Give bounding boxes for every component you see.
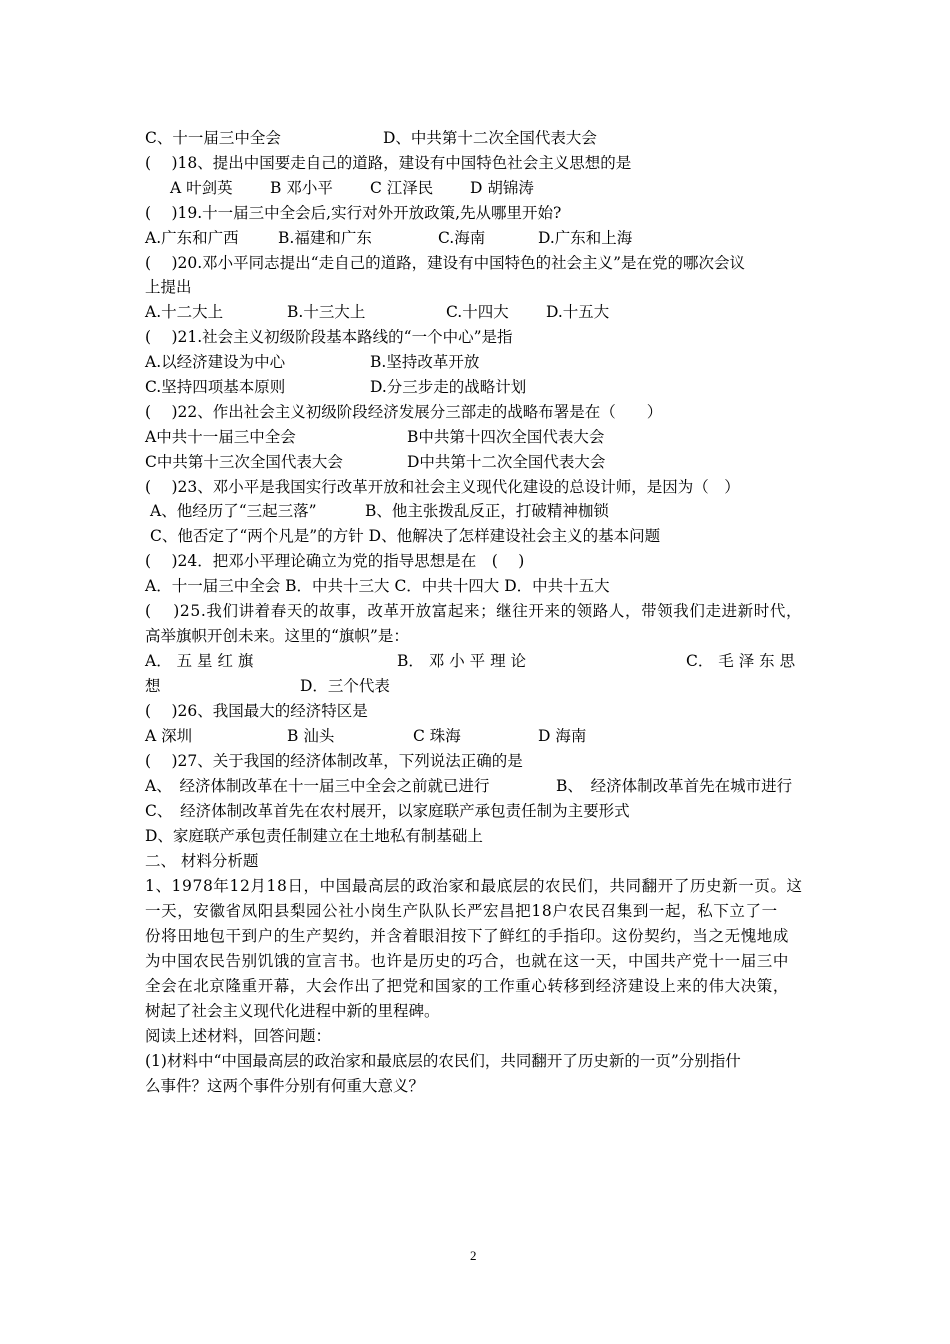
text-line-2: ( )18、提出中国要走自己的道路，建设有中国特色社会主义思想的是 — [145, 154, 632, 172]
text-line-23-part-1: 想 — [145, 677, 161, 695]
text-line-3-part-3: C 江泽民 — [370, 179, 434, 197]
text-line-3-part-2: B 邓小平 — [270, 179, 333, 197]
text-line-5-part-4: D.广东和上海 — [538, 229, 633, 247]
text-line-8-part-4: D.十五大 — [546, 303, 610, 321]
text-line-22-part-3: C． 毛 泽 东 思 — [686, 652, 796, 670]
text-line-35: 全会在北京隆重开幕，大会作出了把党和国家的工作重心转移到经济建设上来的伟大决策， — [145, 977, 790, 995]
text-line-10-part-1: A.以经济建设为中心 — [145, 353, 286, 371]
text-line-14-part-1: C中共第十三次全国代表大会 — [145, 453, 343, 471]
text-line-24: ( )26、我国最大的经济特区是 — [145, 702, 368, 720]
text-line-18: ( )24．把邓小平理论确立为党的指导思想是在 ( ) — [145, 552, 525, 570]
text-line-31: 1、1978年12月18日，中国最高层的政治家和最底层的农民们，共同翻开了历史新一页。这 — [145, 877, 803, 895]
text-line-32: 一天，安徽省凤阳县梨园公社小岗生产队队长严宏昌把18户农民召集到一起，私下立了一 — [145, 902, 778, 920]
text-line-1-part-1: C、十一届三中全会 — [145, 129, 281, 147]
text-line-9: ( )21.社会主义初级阶段基本路线的“一个中心”是指 — [145, 328, 513, 346]
text-line-3-part-1: A 叶剑英 — [170, 179, 233, 197]
text-line-8-part-2: B.十三大上 — [287, 303, 366, 321]
text-line-25-part-3: C 珠海 — [413, 727, 461, 745]
text-line-7: 上提出 — [145, 278, 192, 296]
text-line-19: A．十一届三中全会 B．中共十三大 C．中共十四大 D．中共十五大 — [145, 577, 610, 595]
text-line-37: 阅读上述材料，回答问题： — [145, 1027, 332, 1045]
text-line-16-part-1: A、他经历了“三起三落” — [150, 502, 317, 520]
text-line-8-part-3: C.十四大 — [446, 303, 509, 321]
text-line-20: ( )25.我们讲着春天的故事，改革开放富起来；继往开来的领路人，带领我们走进新时代， — [145, 602, 803, 620]
text-line-14-part-2: D中共第十二次全国代表大会 — [407, 453, 606, 471]
text-line-22-part-2: B． 邓 小 平 理 论 — [397, 652, 527, 670]
text-line-25-part-2: B 汕头 — [287, 727, 335, 745]
text-line-10-part-2: B.坚持改革开放 — [370, 353, 480, 371]
text-line-3-part-4: D 胡锦涛 — [470, 179, 534, 197]
text-line-34: 为中国农民告别饥饿的宣言书。也许是历史的巧合，也就在这一天，中国共产党十一届三中 — [145, 952, 790, 970]
text-line-36: 树起了社会主义现代化进程中新的里程碑。 — [145, 1002, 440, 1020]
text-line-1-part-2: D、中共第十二次全国代表大会 — [383, 129, 597, 147]
text-line-21: 高举旗帜开创未来。这里的“旗帜”是： — [145, 627, 409, 645]
text-line-11-part-2: D.分三步走的战略计划 — [370, 378, 527, 396]
text-line-13-part-1: A中共十一届三中全会 — [145, 428, 296, 446]
text-line-27-part-2: B、 经济体制改革首先在城市进行 — [556, 777, 793, 795]
text-line-23-part-2: D．三个代表 — [300, 677, 390, 695]
text-line-25-part-4: D 海南 — [538, 727, 587, 745]
text-line-22-part-1: A． 五 星 红 旗 — [145, 652, 254, 670]
text-line-39: 么事件？这两个事件分别有何重大意义？ — [145, 1077, 425, 1095]
text-line-29: D、家庭联产承包责任制建立在土地私有制基础上 — [145, 827, 483, 845]
text-line-12: ( )22、作出社会主义初级阶段经济发展分三部走的战略布署是在（ ） — [145, 403, 663, 421]
text-line-27-part-1: A、 经济体制改革在十一届三中全会之前就已进行 — [145, 777, 490, 795]
text-line-26: ( )27、关于我国的经济体制改革，下列说法正确的是 — [145, 752, 523, 770]
text-line-13-part-2: B中共第十四次全国代表大会 — [407, 428, 605, 446]
text-line-5-part-3: C.海南 — [438, 229, 486, 247]
text-line-5-part-2: B.福建和广东 — [278, 229, 372, 247]
text-line-17: C、他否定了“两个凡是”的方针 D、他解决了怎样建设社会主义的基本问题 — [150, 527, 661, 545]
text-line-38: (1)材料中“中国最高层的政治家和最底层的农民们，共同翻开了历史新的一页”分别指什 — [145, 1052, 741, 1070]
text-line-8-part-1: A.十二大上 — [145, 303, 224, 321]
page-number: 2 — [470, 1248, 477, 1263]
text-line-5-part-1: A.广东和广西 — [145, 229, 239, 247]
text-line-28: C、 经济体制改革首先在农村展开，以家庭联产承包责任制为主要形式 — [145, 802, 630, 820]
text-line-33: 份将田地包干到户的生产契约，并含着眼泪按下了鲜红的手指印。这份契约，当之无愧地成 — [145, 927, 790, 945]
text-line-11-part-1: C.坚持四项基本原则 — [145, 378, 286, 396]
text-line-30: 二、 材料分析题 — [145, 852, 259, 870]
text-line-15: ( )23、邓小平是我国实行改革开放和社会主义现代化建设的总设计师，是因为（ ） — [145, 478, 740, 496]
text-line-6: ( )20.邓小平同志提出“走自己的道路，建设有中国特色的社会主义”是在党的哪次会议 — [145, 254, 746, 272]
text-line-25-part-1: A 深圳 — [145, 727, 193, 745]
text-line-16-part-2: B、他主张拨乱反正，打破精神枷锁 — [365, 502, 609, 520]
text-line-4: ( )19.十一届三中全会后,实行对外开放政策,先从哪里开始? — [145, 204, 562, 222]
